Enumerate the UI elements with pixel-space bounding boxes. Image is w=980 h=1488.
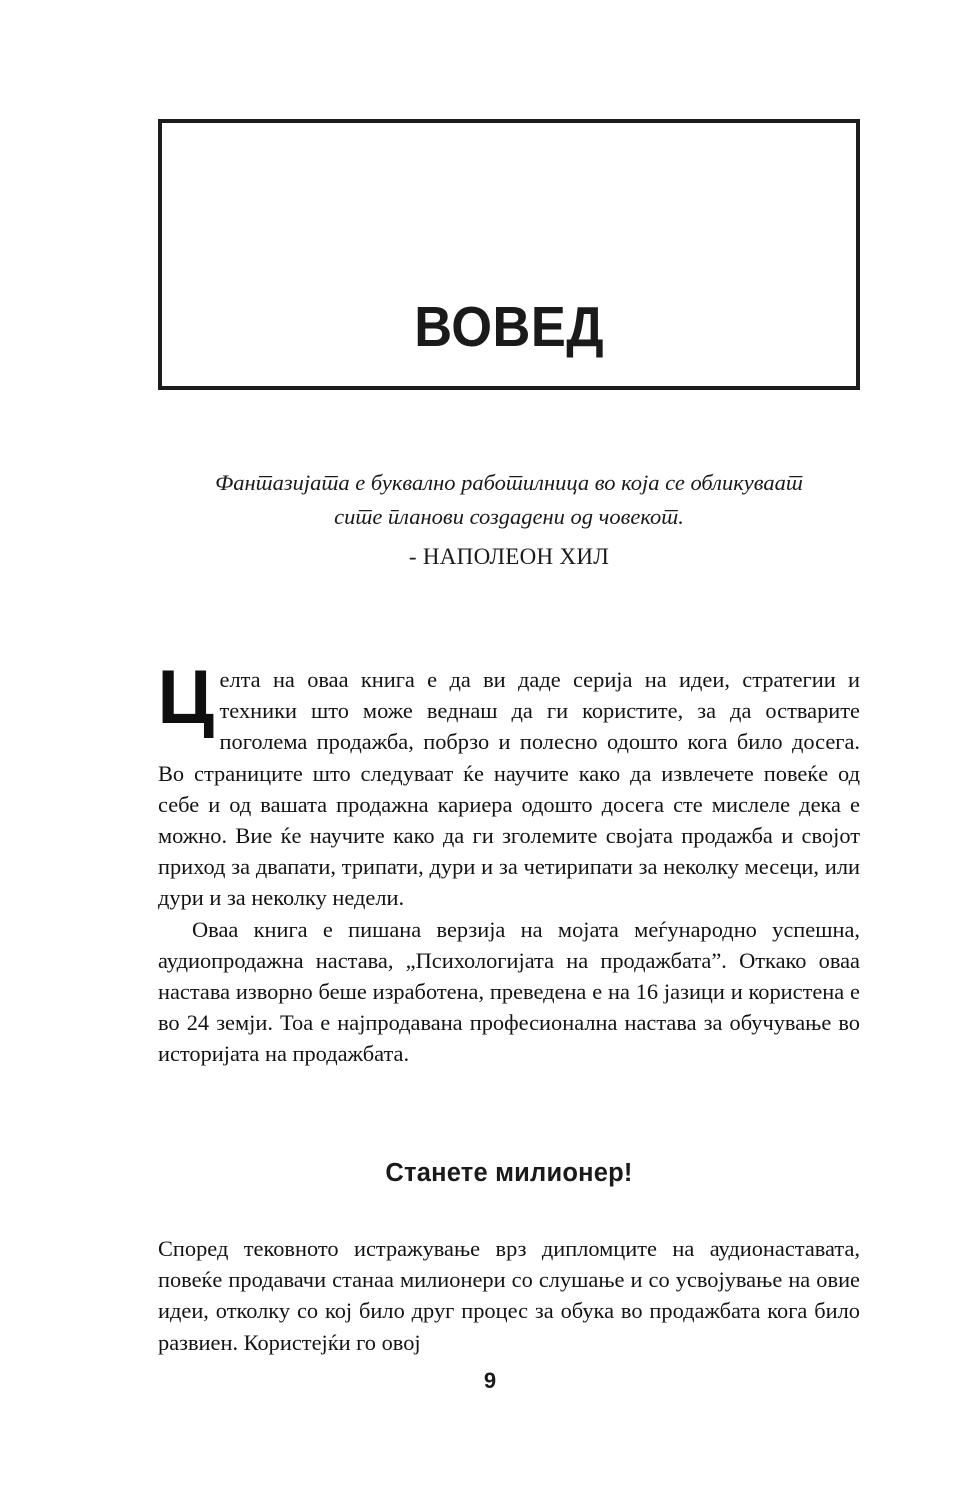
- chapter-title-box: [158, 119, 860, 390]
- closing-text-column: [158, 1233, 860, 1358]
- body-paragraph-1: [157, 655, 860, 914]
- chapter-title: ВОВЕД: [414, 295, 604, 359]
- section-heading: Станете милионер!: [385, 1159, 633, 1187]
- quote-attribution: - НАПОЛЕОН ХИЛ: [408, 544, 610, 569]
- body-text-column: [157, 655, 860, 1070]
- drop-cap: Ц: [157, 655, 215, 740]
- quote-line-2: сите планови создадени од човекот.: [334, 504, 684, 529]
- section-paragraph: Според тековното истражување врз дипломците на аудионаставата, повеќе продавачи станаа милионери со слушање и со усвојување на овие идеи, отколку со кој било друг процес за обука во продажбата кога било развиен. Користејќи го овој: [158, 1236, 860, 1355]
- page-number: 9: [483, 1368, 497, 1393]
- body-paragraph-2: Оваа книга е пишана верзија на мојата меѓународно успешна, аудиопродажна настава, „Психологијата на продажбата”. Откако оваа настава изворно беше изработена, преведена е на 16 јазици и користена е во 24 земји. Тоа е најпродавана професионална настава за обучување во историјата на продажбата.: [158, 916, 860, 1067]
- body-paragraph-1-text: елта на оваа книга е да ви даде серија на идеи, стратегии и техники што може веднаш да ги користите, за да остварите поголема продажба, побрзо и полесно одошто кога било досега. Во страниците што следуваат ќе научите како да извлечете повеќе од себе и од вашата продажна кариера одошто досега сте мислеле дека е можно. Вие ќе научите како да ги зголемите својата продажба и својот приход за двапати, трипати, дури и за четирипати за неколку месеци, или дури и за неколку недели.: [158, 667, 860, 911]
- quote-line-1: Фантазијата е буквално работилница во која се обликуваат: [215, 470, 803, 495]
- epigraph-quote-block: [158, 466, 860, 574]
